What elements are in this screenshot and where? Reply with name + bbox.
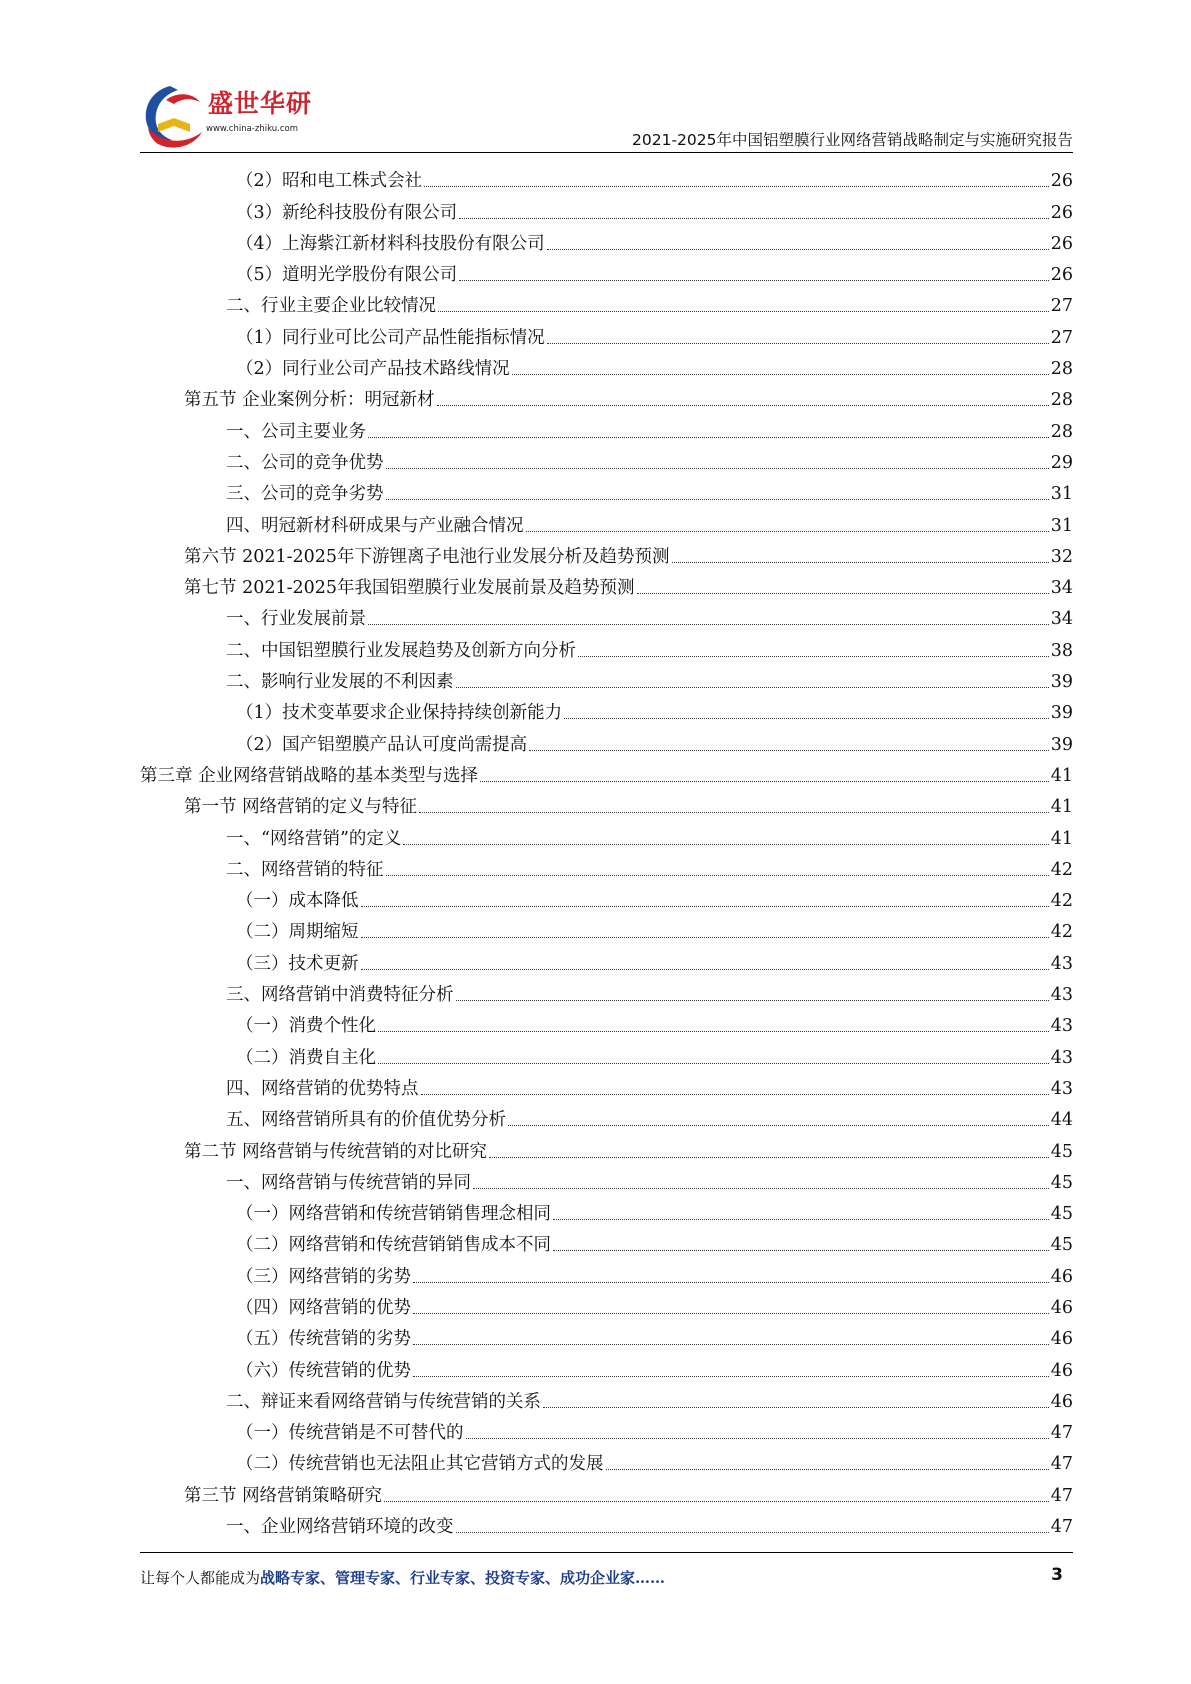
toc-entry-title: （2）国产铝塑膜产品认可度尚需提高 [236, 734, 528, 755]
toc-entry-title: （4）上海紫江新材料科技股份有限公司 [236, 233, 545, 254]
toc-entry-title: 四、网络营销的优势特点 [226, 1078, 419, 1099]
toc-entry[interactable] [140, 381, 1073, 412]
toc-entry-title: （五）传统营销的劣势 [236, 1329, 411, 1350]
toc-entry-page: 26 [1050, 265, 1073, 286]
toc-leader-dots [526, 530, 1049, 532]
toc-entry-page: 39 [1050, 672, 1073, 693]
toc-entry-title: （一）消费个性化 [236, 1016, 376, 1037]
toc-leader-dots [529, 749, 1049, 751]
toc-leader-dots [438, 310, 1049, 312]
toc-entry-title: 二、行业主要企业比较情况 [226, 296, 436, 317]
toc-entry-page: 43 [1050, 1047, 1073, 1068]
toc-leader-dots [480, 780, 1049, 782]
toc-entry[interactable] [140, 287, 1073, 318]
toc-entry-title: 二、辩证来看网络营销与传统营销的关系 [226, 1391, 541, 1412]
toc-leader-dots [459, 279, 1049, 281]
toc-entry-title: 二、中国铝塑膜行业发展趋势及创新方向分析 [226, 640, 576, 661]
toc-leader-dots [413, 1343, 1049, 1345]
toc-leader-dots [386, 467, 1049, 469]
toc-entry-page: 43 [1050, 1078, 1073, 1099]
toc-entry-title: （二）网络营销和传统营销销售成本不同 [236, 1235, 551, 1256]
toc-entry[interactable] [140, 1476, 1073, 1507]
toc-entry-title: （六）传统营销的优势 [236, 1360, 411, 1381]
toc-entry-page: 31 [1050, 515, 1073, 536]
toc-leader-dots [378, 1030, 1049, 1032]
toc-entry-page: 43 [1050, 1016, 1073, 1037]
toc-entry[interactable] [140, 976, 1073, 1007]
toc-entry[interactable] [140, 538, 1073, 569]
toc-leader-dots [413, 1312, 1049, 1314]
toc-entry[interactable] [140, 944, 1073, 975]
toc-entry-page: 43 [1050, 953, 1073, 974]
page-number: 3 [1051, 1565, 1063, 1585]
toc-entry-page: 32 [1050, 546, 1073, 567]
table-of-contents [140, 162, 1073, 1539]
toc-entry[interactable] [140, 663, 1073, 694]
toc-entry-page: 47 [1050, 1423, 1073, 1444]
toc-entry-title: （一）网络营销和传统营销销售理念相同 [236, 1204, 551, 1225]
toc-entry-title: （四）网络营销的优势 [236, 1297, 411, 1318]
toc-entry-page: 47 [1050, 1454, 1073, 1475]
toc-leader-dots [543, 1406, 1049, 1408]
toc-entry[interactable] [140, 694, 1073, 725]
toc-leader-dots [386, 874, 1049, 876]
toc-entry[interactable] [140, 569, 1073, 600]
toc-entry-title: （1）同行业可比公司产品性能指标情况 [236, 327, 545, 348]
toc-entry[interactable] [140, 913, 1073, 944]
toc-entry[interactable] [140, 1038, 1073, 1069]
toc-entry-title: 三、网络营销中消费特征分析 [226, 985, 454, 1006]
toc-leader-dots [508, 1124, 1049, 1126]
toc-entry[interactable] [140, 1257, 1073, 1288]
toc-entry-page: 28 [1050, 390, 1073, 411]
toc-entry-page: 27 [1050, 296, 1073, 317]
toc-entry-title: 第六节 2021-2025年下游锂离子电池行业发展分析及趋势预测 [184, 546, 670, 567]
toc-entry-title: 第三节 网络营销策略研究 [184, 1485, 383, 1506]
footer-divider [140, 1552, 1073, 1553]
toc-entry[interactable] [140, 193, 1073, 224]
footer-slogan [140, 1567, 665, 1588]
toc-entry[interactable] [140, 725, 1073, 756]
toc-entry-page: 39 [1050, 734, 1073, 755]
toc-entry-title: （二）周期缩短 [236, 922, 359, 943]
toc-entry-page: 41 [1050, 765, 1073, 786]
toc-entry[interactable] [140, 475, 1073, 506]
toc-entry[interactable] [140, 1007, 1073, 1038]
toc-entry-page: 39 [1050, 703, 1073, 724]
toc-entry-title: （二）消费自主化 [236, 1047, 376, 1068]
toc-leader-dots [637, 592, 1049, 594]
toc-entry[interactable] [140, 851, 1073, 882]
toc-entry-title: 四、明冠新材科研成果与产业融合情况 [226, 515, 524, 536]
toc-entry[interactable] [140, 1132, 1073, 1163]
toc-leader-dots [456, 1531, 1049, 1533]
toc-entry-title: （二）传统营销也无法阻止其它营销方式的发展 [236, 1454, 604, 1475]
toc-entry-title: 五、网络营销所具有的价值优势分析 [226, 1110, 506, 1131]
toc-entry-title: 第七节 2021-2025年我国铝塑膜行业发展前景及趋势预测 [184, 578, 635, 599]
toc-entry[interactable] [140, 882, 1073, 913]
toc-leader-dots [489, 1156, 1049, 1158]
slogan-highlight: 战略专家、管理专家、行业专家、投资专家、成功企业家…… [260, 1569, 666, 1587]
toc-leader-dots [547, 342, 1049, 344]
toc-entry-page: 46 [1050, 1266, 1073, 1287]
toc-entry[interactable] [140, 1164, 1073, 1195]
toc-entry-title: （一）传统营销是不可替代的 [236, 1423, 464, 1444]
toc-entry-page: 27 [1050, 327, 1073, 348]
toc-leader-dots [437, 404, 1049, 406]
toc-entry[interactable] [140, 631, 1073, 662]
toc-leader-dots [368, 436, 1049, 438]
toc-leader-dots [459, 217, 1049, 219]
toc-leader-dots [456, 686, 1049, 688]
toc-entry-page: 26 [1050, 233, 1073, 254]
toc-entry-page: 47 [1050, 1485, 1073, 1506]
toc-leader-dots [378, 1062, 1049, 1064]
toc-entry-page: 44 [1050, 1110, 1073, 1131]
toc-leader-dots [672, 561, 1049, 563]
toc-leader-dots [473, 1187, 1049, 1189]
toc-leader-dots [606, 1468, 1049, 1470]
toc-entry-page: 34 [1050, 578, 1073, 599]
toc-entry-title: 三、公司的竞争劣势 [226, 484, 384, 505]
toc-entry-page: 42 [1050, 922, 1073, 943]
toc-entry[interactable] [140, 162, 1073, 193]
toc-leader-dots [361, 968, 1049, 970]
toc-entry[interactable] [140, 1445, 1073, 1476]
toc-leader-dots [384, 1500, 1049, 1502]
toc-entry-title: （1）技术变革要求企业保持持续创新能力 [236, 703, 563, 724]
toc-leader-dots [512, 373, 1049, 375]
toc-leader-dots [424, 185, 1049, 187]
toc-entry[interactable] [140, 444, 1073, 475]
toc-entry-page: 46 [1050, 1297, 1073, 1318]
toc-entry-page: 46 [1050, 1360, 1073, 1381]
toc-entry[interactable] [140, 318, 1073, 349]
toc-entry[interactable] [140, 225, 1073, 256]
toc-entry[interactable] [140, 1195, 1073, 1226]
report-title: 2021-2025年中国铝塑膜行业网络营销战略制定与实施研究报告 [632, 131, 1073, 149]
toc-entry-page: 42 [1050, 859, 1073, 880]
toc-leader-dots [361, 905, 1049, 907]
toc-leader-dots [419, 811, 1049, 813]
toc-entry-page: 26 [1050, 171, 1073, 192]
toc-entry-title: 一、企业网络营销环境的改变 [226, 1517, 454, 1538]
toc-entry-page: 29 [1050, 452, 1073, 473]
toc-entry-title: 一、行业发展前景 [226, 609, 366, 630]
toc-leader-dots [403, 843, 1048, 845]
toc-entry[interactable] [140, 256, 1073, 287]
toc-leader-dots [386, 498, 1049, 500]
toc-entry[interactable] [140, 1101, 1073, 1132]
toc-entry-title: 二、公司的竞争优势 [226, 452, 384, 473]
toc-leader-dots [361, 936, 1049, 938]
toc-entry-page: 46 [1050, 1329, 1073, 1350]
logo-emblem-icon [140, 80, 210, 152]
toc-entry-page: 45 [1050, 1141, 1073, 1162]
toc-entry-title: 第三章 企业网络营销战略的基本类型与选择 [140, 765, 479, 786]
toc-entry[interactable] [140, 788, 1073, 819]
toc-leader-dots [553, 1249, 1049, 1251]
toc-entry[interactable] [140, 1070, 1073, 1101]
toc-entry-page: 45 [1050, 1204, 1073, 1225]
toc-leader-dots [553, 1218, 1049, 1220]
toc-entry[interactable] [140, 1320, 1073, 1351]
toc-entry-title: 第二节 网络营销与传统营销的对比研究 [184, 1141, 488, 1162]
toc-leader-dots [564, 717, 1049, 719]
toc-entry[interactable] [140, 819, 1073, 850]
toc-leader-dots [466, 1437, 1049, 1439]
page-header [0, 0, 1191, 160]
toc-entry-page: 28 [1050, 421, 1073, 442]
toc-entry-title: 一、网络营销与传统营销的异同 [226, 1172, 471, 1193]
toc-entry-page: 46 [1050, 1391, 1073, 1412]
toc-leader-dots [547, 248, 1049, 250]
toc-leader-dots [456, 999, 1049, 1001]
toc-entry[interactable] [140, 506, 1073, 537]
toc-entry-title: 一、公司主要业务 [226, 421, 366, 442]
toc-entry-title: （2）同行业公司产品技术路线情况 [236, 359, 510, 380]
toc-entry-page: 41 [1050, 797, 1073, 818]
toc-entry-page: 41 [1050, 828, 1073, 849]
toc-entry-title: （三）技术更新 [236, 953, 359, 974]
toc-entry-title: （一）成本降低 [236, 891, 359, 912]
toc-entry[interactable] [140, 1351, 1073, 1382]
toc-leader-dots [413, 1375, 1049, 1377]
toc-entry-page: 42 [1050, 891, 1073, 912]
toc-entry[interactable] [140, 1414, 1073, 1445]
toc-entry[interactable] [140, 350, 1073, 381]
toc-entry-title: 一、“网络营销”的定义 [226, 828, 402, 849]
toc-leader-dots [413, 1281, 1049, 1283]
toc-entry-page: 26 [1050, 202, 1073, 223]
toc-entry-page: 31 [1050, 484, 1073, 505]
toc-entry-page: 47 [1050, 1517, 1073, 1538]
toc-entry[interactable] [140, 1383, 1073, 1414]
brand-url: www.china-zhiku.com [206, 124, 298, 134]
toc-entry[interactable] [140, 1226, 1073, 1257]
toc-entry-page: 28 [1050, 359, 1073, 380]
toc-entry-page: 38 [1050, 640, 1073, 661]
toc-entry[interactable] [140, 600, 1073, 631]
toc-entry-page: 45 [1050, 1235, 1073, 1256]
toc-leader-dots [421, 1093, 1049, 1095]
toc-entry-page: 43 [1050, 985, 1073, 1006]
toc-entry-page: 45 [1050, 1172, 1073, 1193]
toc-entry-page: 34 [1050, 609, 1073, 630]
slogan-prefix: 让每个人都能成为 [140, 1569, 261, 1587]
toc-entry-title: （5）道明光学股份有限公司 [236, 265, 458, 286]
toc-leader-dots [368, 623, 1049, 625]
toc-entry[interactable] [140, 1289, 1073, 1320]
toc-entry-title: 第一节 网络营销的定义与特征 [184, 797, 418, 818]
toc-entry[interactable] [140, 1508, 1073, 1539]
brand-name: 盛世华研 [208, 89, 313, 118]
toc-leader-dots [578, 655, 1049, 657]
toc-entry-title: （3）新纶科技股份有限公司 [236, 202, 458, 223]
toc-entry-title: （三）网络营销的劣势 [236, 1266, 411, 1287]
toc-entry-title: 第五节 企业案例分析：明冠新材 [184, 390, 435, 411]
toc-entry[interactable] [140, 412, 1073, 443]
brand-logo [140, 80, 320, 152]
toc-entry-title: 二、影响行业发展的不利因素 [226, 672, 454, 693]
toc-entry-title: 二、网络营销的特征 [226, 859, 384, 880]
toc-entry-title: （2）昭和电工株式会社 [236, 171, 423, 192]
header-divider [140, 152, 1073, 153]
toc-entry[interactable] [140, 757, 1073, 788]
